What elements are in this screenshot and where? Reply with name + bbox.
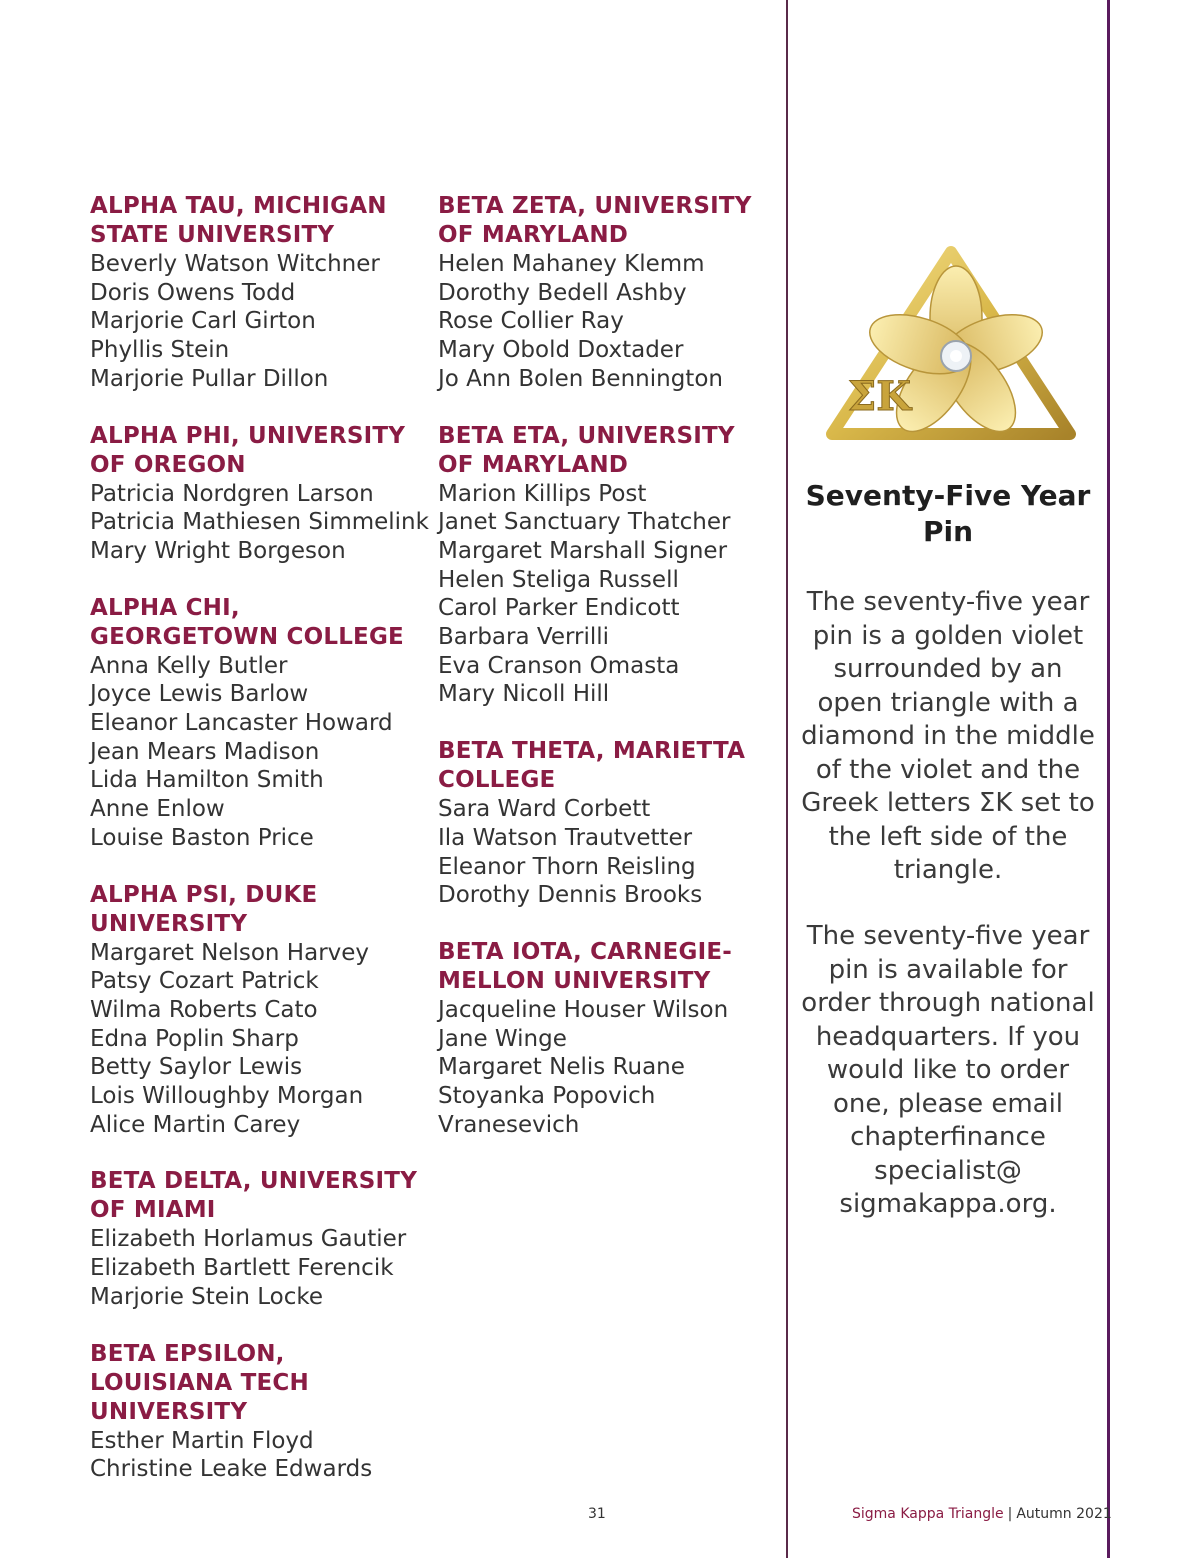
member-list [90,652,420,853]
member-name: Betty Saylor Lewis [90,1054,303,1081]
member-name: Margaret Marshall Signer [438,537,728,564]
member-name: Mary Nicoll Hill [438,681,610,708]
member-name: Stoyanka Popovich [438,1083,656,1110]
member-name: Lida Hamilton Smith [90,767,324,794]
chapter-section [438,938,758,1140]
member-name: Louise Baston Price [90,824,314,851]
member-list [438,250,758,394]
chapter-heading: BETA DELTA, UNIVERSITY OF MIAMI [90,1168,418,1224]
chapter-section [90,1340,420,1484]
sidebar-left-rule [786,0,788,1558]
sidebar-right-rule [1107,0,1110,1558]
member-name: Eva Cranson Omasta [438,652,680,679]
member-name: Jacqueline Houser Wilson [438,996,729,1023]
member-name: Jane Winge [438,1025,567,1052]
member-name: Janet Sanctuary Thatcher [438,509,731,536]
member-name: Wilma Roberts Cato [90,996,318,1023]
member-list [438,996,758,1140]
chapter-section [438,192,758,394]
member-name: Marjorie Pullar Dillon [90,365,329,392]
chapter-heading: BETA IOTA, CARNEGIE-MELLON UNIVERSITY [438,938,732,994]
chapter-heading: ALPHA CHI, GEORGETOWN COLLEGE [90,594,404,650]
member-name: Anne Enlow [90,796,225,823]
member-name: Marion Killips Post [438,480,647,507]
sidebar-title: Seventy-Five Year Pin [805,479,1091,548]
member-list [90,939,420,1140]
member-name: Christine Leake Edwards [90,1456,373,1483]
member-name: Jean Mears Madison [90,738,320,765]
member-name: Mary Obold Doxtader [438,337,684,364]
member-name: Beverly Watson Witchner [90,251,380,277]
chapter-section [438,737,758,910]
member-name: Helen Steliga Russell [438,566,679,593]
member-list [90,250,420,394]
seventy-five-year-pin-image [826,244,1076,444]
member-list [90,1225,420,1311]
member-list [90,480,429,566]
chapter-heading: BETA EPSILON, LOUISIANA TECH UNIVERSITY [90,1340,309,1425]
member-list [438,480,758,710]
member-name: Patsy Cozart Patrick [90,968,319,995]
chapter-section [90,192,420,394]
member-name: Phyllis Stein [90,337,230,364]
chapter-heading: BETA ETA, UNIVERSITY OF MARYLAND [438,422,735,478]
pin-greek-letters: ΣΚ [848,373,912,420]
member-name: Joyce Lewis Barlow [90,681,309,708]
member-list [90,1427,420,1484]
member-name: Anna Kelly Butler [90,652,288,679]
footer-publication-line [852,1506,1112,1522]
member-name: Jo Ann Bolen Bennington [438,365,723,392]
member-name: Marjorie Carl Girton [90,308,316,335]
member-list [438,795,758,910]
member-name: Patricia Mathiesen Simmelink [90,509,429,536]
member-name: Dorothy Bedell Ashby [438,279,687,306]
member-name: Dorothy Dennis Brooks [438,882,703,909]
chapter-heading: ALPHA PSI, DUKE UNIVERSITY [90,881,318,937]
pin-description: The seventy-five year pin is a golden violet surrounded by an open triangle with a diamond in the middle of the violet and the Greek letters ΣΚ set to the left side of the triangle. [801,587,1095,885]
chapter-heading: BETA ZETA, UNIVERSITY OF MARYLAND [438,193,752,248]
member-name: Carol Parker Endicott [438,595,680,622]
member-name: Patricia Nordgren Larson [90,480,374,507]
member-name: Elizabeth Bartlett Ferencik [90,1255,394,1282]
chapter-heading: ALPHA TAU, MICHIGAN STATE UNIVERSITY [90,193,387,248]
member-name: Barbara Verrilli [438,624,610,651]
member-name: Alice Martin Carey [90,1111,301,1138]
chapter-heading: ALPHA PHI, UNIVERSITY OF OREGON [90,422,406,478]
member-name: Lois Willoughby Morgan [90,1083,364,1110]
issue-name: Autumn 2021 [1016,1506,1112,1522]
page-number: 31 [588,1506,606,1522]
pin-sidebar [790,0,1106,1558]
publication-name: Sigma Kappa Triangle [852,1506,1004,1522]
member-name: Doris Owens Todd [90,279,296,306]
chapter-section [438,422,758,710]
member-name: Helen Mahaney Klemm [438,251,705,277]
chapter-section [90,422,429,566]
chapter-section [90,1167,420,1311]
member-name: Eleanor Lancaster Howard [90,710,393,737]
member-name: Rose Collier Ray [438,308,624,335]
middle-column [438,192,758,1167]
chapter-section [90,881,420,1140]
member-name: Marjorie Stein Locke [90,1283,323,1310]
member-name: Mary Wright Borgeson [90,537,346,564]
chapter-heading: BETA THETA, MARIETTA COLLEGE [438,738,746,794]
member-name: Margaret Nelis Ruane [438,1054,685,1081]
member-name: Margaret Nelson Harvey [90,939,370,966]
left-column [90,192,429,1512]
pin-ordering-info: The seventy-five year pin is available for order through national headquarters. If you would like to order one, please email chapterfinance specialist@ sigmakappa.org. [801,921,1095,1219]
footer-separator: | [1007,1506,1013,1522]
member-name: Ila Watson Trautvetter [438,824,693,851]
member-name: Sara Ward Corbett [438,796,651,823]
member-name: Edna Poplin Sharp [90,1025,299,1052]
member-name: Elizabeth Horlamus Gautier [90,1226,407,1253]
member-name: Vranesevich [438,1111,580,1138]
member-name: Eleanor Thorn Reisling [438,853,696,880]
chapter-section [90,594,420,853]
member-name: Esther Martin Floyd [90,1427,314,1454]
